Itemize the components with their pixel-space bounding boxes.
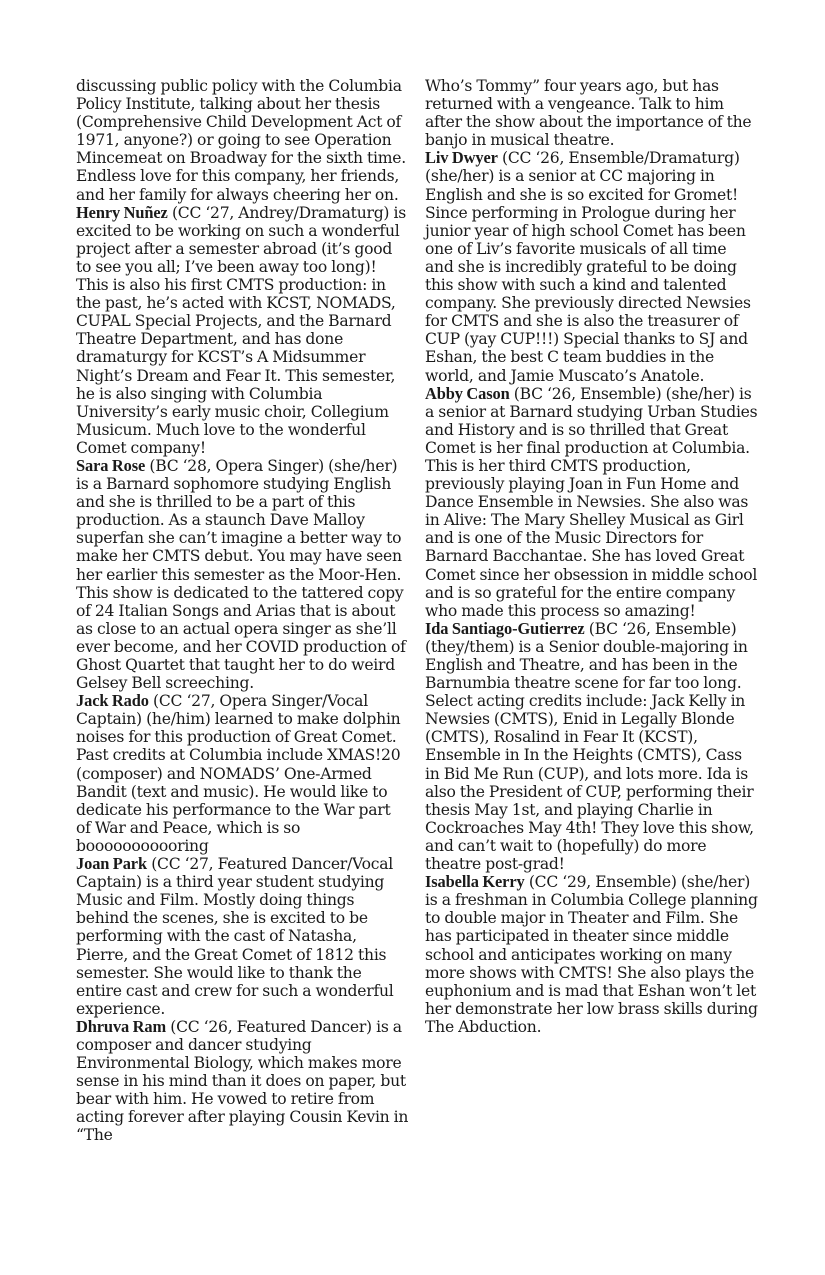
bio-jack-rado [76, 692, 409, 855]
bio-text: (CC ‘27, Featured Dancer/Vocal Captain) is a third year student studying Music and Film. Mostly doing things behind the scenes, she is excited to be performing with the cast of Natasha, Pierre, and the Great Comet of 1812 this semester. She would like to thank the entire cast and crew for such a wonderful experience. [76, 855, 394, 1018]
bio-text: (CC ‘29, Ensemble) (she/her) is a freshman in Columbia College planning to double major in Theater and Film. She has participated in theater since middle school and anticipates working on many more shows with CMTS! She also plays the euphonium and is mad that Eshan won’t let her demonstrate her low brass skills during The Abduction. [425, 873, 758, 1036]
bio-ida-santiago-gutierrez [425, 620, 758, 873]
bio-joan-park [76, 855, 409, 1018]
bio-text: (CC ‘27, Opera Singer/Vocal Captain) (he/him) learned to make dolphin noises for this production of Great Comet. Past credits at Columbia include XMAS!20 (composer) and NOMADS’ One-Armed Bandit (text and music). He would like to dedicate his performance to the War part of War and Peace, which is so booooooooooring [76, 692, 401, 855]
bio-name: Joan Park [76, 854, 147, 874]
bio-henry-nunez [76, 204, 409, 457]
bio-abby-cason [425, 385, 758, 620]
bio-name: Henry Nuñez [76, 202, 168, 222]
bio-continuation: Who’s Tommy” four years ago, but has returned with a vengeance. Talk to him after the show about the importance of the banjo in musical theatre. [425, 77, 752, 150]
bio-text: (BC ‘26, Ensemble) (she/her) is a senior at Barnard studying Urban Studies and History and is so thrilled that Great Comet is her final production at Columbia. This is her third CMTS production, previously playing Joan in Fun Home and Dance Ensemble in Newsies. She also was in Alive: The Mary Shelley Musical as Girl and is one of the Music Directors for Barnard Bacchantae. She has loved Great Comet since her obsession in middle school and is so grateful for the entire company who made this process so amazing! [425, 384, 758, 620]
bio-name: Liv Dwyer [425, 148, 498, 168]
bio-text: (BC ‘28, Opera Singer) (she/her) is a Barnard sophomore studying English and she is thrilled to be a part of this production. As a staunch Dave Malloy superfan she can’t imagine a better way to make her CMTS debut. You may have seen her earlier this semester as the Moor-Hen. This show is dedicated to the tattered copy of 24 Italian Songs and Arias that is about as close to an actual opera singer as she’ll ever become, and her COVID production of Ghost Quartet that taught her to do weird Gelsey Bell screeching. [76, 456, 406, 693]
bio-name: Isabella Kerry [425, 872, 525, 892]
bio-name: Sara Rose [76, 455, 146, 475]
bio-text: (CC ‘26, Featured Dancer) is a composer and dancer studying Environmental Biology, which makes more sense in his mind than it does on paper, but bear with him. He vowed to retire from acting forever after playing Cousin Kevin in “The [76, 1017, 409, 1145]
bio-dhruva-ram [76, 1018, 409, 1145]
bio-name: Ida Santiago-Gutierrez [425, 618, 585, 638]
bio-name: Dhruva Ram [76, 1016, 167, 1036]
bio-name: Abby Cason [425, 383, 510, 403]
bio-text: (CC ‘26, Ensemble/Dramaturg) (she/her) is a senior at CC majoring in English and she is so excited for Gromet! Since performing in Prologue during her junior year of high school Comet has been one of Liv’s favorite musicals of all time and she is incredibly grateful to be doing this show with such a kind and talented company. She previously directed Newsies for CMTS and she is also the treasurer of CUP (yay CUP!!!) Special thanks to SJ and Eshan, the best C team buddies in the world, and Jamie Muscato’s Anatole. [425, 149, 751, 385]
bio-name: Jack Rado [76, 691, 149, 711]
bio-continuation: discussing public policy with the Columbia Policy Institute, talking about her thesis (Comprehensive Child Development Act of 1971, anyone?) or going to see Operation Mincemeat on Broadway for the sixth time. Endless love for this company, her friends, and her family for always cheering her on. [76, 77, 406, 204]
bio-liv-dwyer [425, 149, 758, 384]
bio-sara-rose [76, 457, 409, 692]
bio-text: (BC ‘26, Ensemble) (they/them) is a Senior double-majoring in English and Theatre, and has been in the Barnumbia theatre scene for far too long. Select acting credits include: Jack Kelly in Newsies (CMTS), Enid in Legally Blonde (CMTS), Rosalind in Fear It (KCST), Ensemble in In the Heights (CMTS), Cass in Bid Me Run (CUP), and lots more. Ida is also the President of CUP, performing their thesis May 1st, and playing Charlie in Cockroaches May 4th! They love this show, and can’t wait to (hopefully) do more theatre post-grad! [425, 619, 754, 874]
left-column [76, 77, 409, 1145]
bio-text: (CC ‘27, Andrey/Dramaturg) is excited to be working on such a wonderful project after a semester abroad (it’s good to see you all; I’ve been away too long)! This is also his first CMTS production: in the past, he’s acted with KCST, NOMADS, CUPAL Special Projects, and the Barnard Theatre Department, and has done dramaturgy for KCST’s A Midsummer Night’s Dream and Fear It. This semester, he is also singing with Columbia University’s early music choir, Collegium Musicum. Much love to the wonderful Comet company! [76, 203, 406, 457]
bio-isabella-kerry [425, 873, 758, 1036]
right-column [425, 77, 758, 1036]
